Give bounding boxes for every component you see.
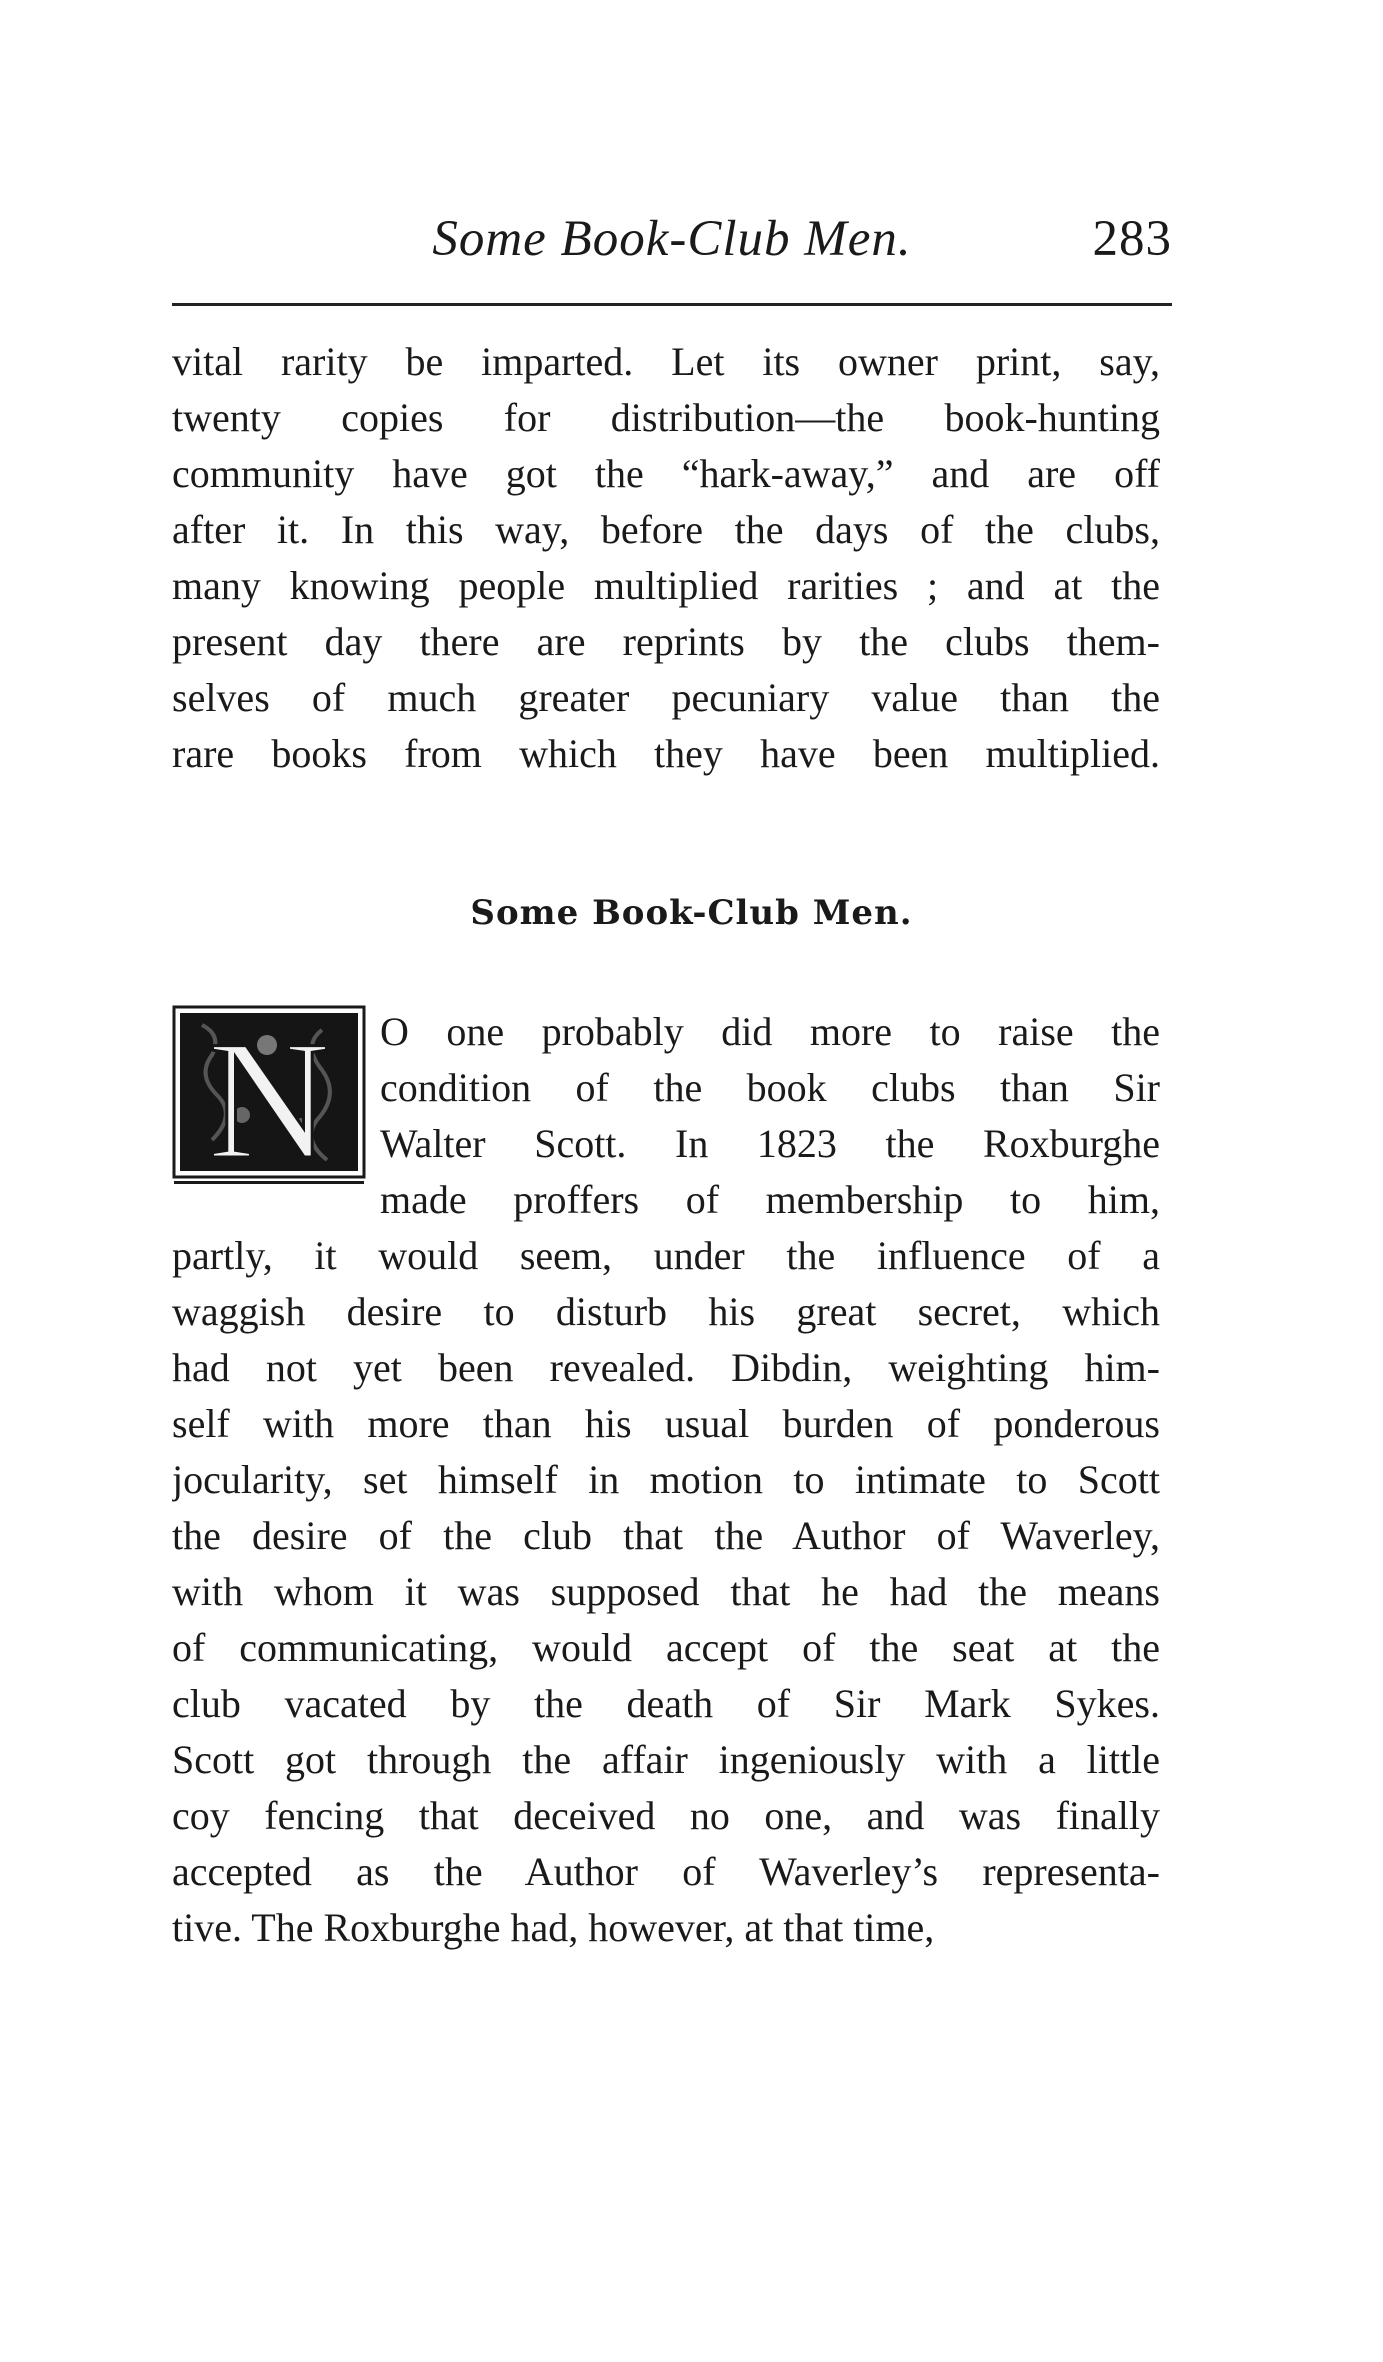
text-line: made proffers of membership to him, xyxy=(380,1177,1160,1222)
text-line: club vacated by the death of Sir Mark Sykes. xyxy=(172,1681,1160,1726)
text-line: accepted as the Author of Waverley’s representa- xyxy=(172,1849,1160,1894)
running-title: Some Book-Club Men. xyxy=(432,211,912,267)
text-line: coy fencing that deceived no one, and was finally xyxy=(172,1793,1160,1838)
text-line: jocularity, set himself in motion to intimate to Scott xyxy=(172,1457,1160,1502)
text-line: selves of much greater pecuniary value than the xyxy=(172,675,1160,720)
text-line: the desire of the club that the Author of Waverley, xyxy=(172,1513,1160,1558)
text-line: waggish desire to disturb his great secret, which xyxy=(172,1289,1160,1334)
text-line: twenty copies for distribution—the book-hunting xyxy=(172,395,1160,440)
text-line: tive. The Roxburghe had, however, at that time, xyxy=(172,1905,935,1950)
text-line: rare books from which they have been multiplied. xyxy=(172,731,1160,776)
text-line: community have got the “hark-away,” and are off xyxy=(172,451,1160,496)
drop-cap-letter: N xyxy=(207,1006,331,1190)
section-heading: Some Book-Club Men. xyxy=(470,893,913,933)
text-line: after it. In this way, before the days of the clubs, xyxy=(172,507,1160,552)
text-line: with whom it was supposed that he had the means xyxy=(172,1569,1160,1614)
header-rule xyxy=(172,303,1172,306)
text-line: had not yet been revealed. Dibdin, weighting him- xyxy=(172,1345,1160,1390)
section-body xyxy=(172,1228,1160,1956)
text-line: O one probably did more to raise the xyxy=(380,1009,1160,1054)
drop-cap-initial xyxy=(172,1005,382,1190)
text-line: partly, it would seem, under the influence of a xyxy=(172,1233,1160,1278)
text-line: vital rarity be imparted. Let its owner print, say, xyxy=(172,339,1160,384)
drop-cap-lines xyxy=(380,1004,1160,1228)
page-number: 283 xyxy=(1092,211,1172,267)
text-line: self with more than his usual burden of ponderous xyxy=(172,1401,1160,1446)
text-line: present day there are reprints by the clubs them- xyxy=(172,619,1160,664)
text-line: of communicating, would accept of the seat at the xyxy=(172,1625,1160,1670)
text-line: Walter Scott. In 1823 the Roxburghe xyxy=(380,1121,1160,1166)
text-line: Scott got through the affair ingeniously with a little xyxy=(172,1737,1160,1782)
running-head xyxy=(172,210,1172,290)
top-paragraph xyxy=(172,334,1160,782)
text-line: many knowing people multiplied rarities ; and at the xyxy=(172,563,1160,608)
text-line: condition of the book clubs than Sir xyxy=(380,1065,1160,1110)
